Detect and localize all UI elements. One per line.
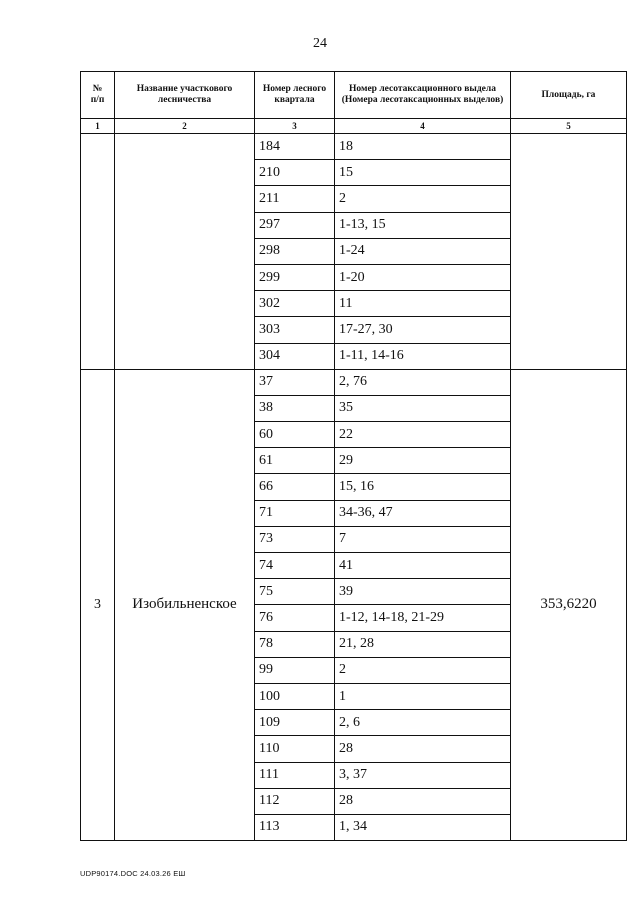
kvartal-cell: 184 (255, 134, 335, 160)
header-name: Название участкового лесничества (115, 72, 255, 119)
vydel-cell: 3, 37 (335, 762, 511, 788)
header-vydel: Номер лесотаксационного выдела (Номера лесотаксационных выделов) (335, 72, 511, 119)
kvartal-cell: 113 (255, 814, 335, 840)
header-kvartal: Номер лесного квартала (255, 72, 335, 119)
kvartal-cell: 302 (255, 291, 335, 317)
forestry-name-cell (115, 134, 255, 370)
kvartal-cell: 71 (255, 500, 335, 526)
row-number-cell: 3 (81, 369, 115, 840)
column-number-row (81, 119, 627, 134)
kvartal-cell: 75 (255, 579, 335, 605)
kvartal-cell: 78 (255, 631, 335, 657)
vydel-cell: 15, 16 (335, 474, 511, 500)
kvartal-cell: 304 (255, 343, 335, 369)
kvartal-cell: 73 (255, 526, 335, 552)
vydel-cell: 35 (335, 395, 511, 421)
kvartal-cell: 297 (255, 212, 335, 238)
table-row (81, 369, 627, 395)
column-number: 2 (115, 119, 255, 134)
column-number: 4 (335, 119, 511, 134)
vydel-cell: 39 (335, 579, 511, 605)
vydel-cell: 41 (335, 553, 511, 579)
kvartal-cell: 112 (255, 788, 335, 814)
kvartal-cell: 298 (255, 238, 335, 264)
page-number: 24 (313, 36, 327, 51)
column-number: 5 (511, 119, 627, 134)
vydel-cell: 1-11, 14-16 (335, 343, 511, 369)
vydel-cell: 18 (335, 134, 511, 160)
kvartal-cell: 74 (255, 553, 335, 579)
column-number: 1 (81, 119, 115, 134)
header-no: № п/п (81, 72, 115, 119)
vydel-cell: 1, 34 (335, 814, 511, 840)
kvartal-cell: 66 (255, 474, 335, 500)
kvartal-cell: 76 (255, 605, 335, 631)
vydel-cell: 28 (335, 788, 511, 814)
kvartal-cell: 100 (255, 683, 335, 709)
vydel-cell: 7 (335, 526, 511, 552)
vydel-cell: 28 (335, 736, 511, 762)
kvartal-cell: 37 (255, 369, 335, 395)
area-cell: 353,6220 (511, 369, 627, 840)
vydel-cell: 11 (335, 291, 511, 317)
vydel-cell: 2, 6 (335, 710, 511, 736)
row-number-cell (81, 134, 115, 370)
area-cell (511, 134, 627, 370)
kvartal-cell: 99 (255, 657, 335, 683)
kvartal-cell: 111 (255, 762, 335, 788)
kvartal-cell: 210 (255, 160, 335, 186)
vydel-cell: 2, 76 (335, 369, 511, 395)
kvartal-cell: 110 (255, 736, 335, 762)
vydel-cell: 17-27, 30 (335, 317, 511, 343)
group1-body (81, 134, 627, 370)
kvartal-cell: 61 (255, 448, 335, 474)
vydel-cell: 1-12, 14-18, 21-29 (335, 605, 511, 631)
vydel-cell: 1-13, 15 (335, 212, 511, 238)
vydel-cell: 2 (335, 657, 511, 683)
kvartal-cell: 299 (255, 264, 335, 290)
forestry-name-cell: Изобильненское (115, 369, 255, 840)
vydel-cell: 22 (335, 422, 511, 448)
vydel-cell: 1-20 (335, 264, 511, 290)
vydel-cell: 29 (335, 448, 511, 474)
vydel-cell: 15 (335, 160, 511, 186)
group2-body (81, 369, 627, 840)
forest-allotment-table (80, 71, 627, 841)
header-row (81, 72, 627, 119)
header-area: Площадь, га (511, 72, 627, 119)
vydel-cell: 1 (335, 683, 511, 709)
vydel-cell: 1-24 (335, 238, 511, 264)
kvartal-cell: 60 (255, 422, 335, 448)
vydel-cell: 34-36, 47 (335, 500, 511, 526)
kvartal-cell: 109 (255, 710, 335, 736)
kvartal-cell: 38 (255, 395, 335, 421)
vydel-cell: 21, 28 (335, 631, 511, 657)
kvartal-cell: 211 (255, 186, 335, 212)
column-number: 3 (255, 119, 335, 134)
footer-doc-id: UDP90174.DOC 24.03.26 ЕШ (80, 869, 186, 878)
table-row (81, 134, 627, 160)
kvartal-cell: 303 (255, 317, 335, 343)
vydel-cell: 2 (335, 186, 511, 212)
